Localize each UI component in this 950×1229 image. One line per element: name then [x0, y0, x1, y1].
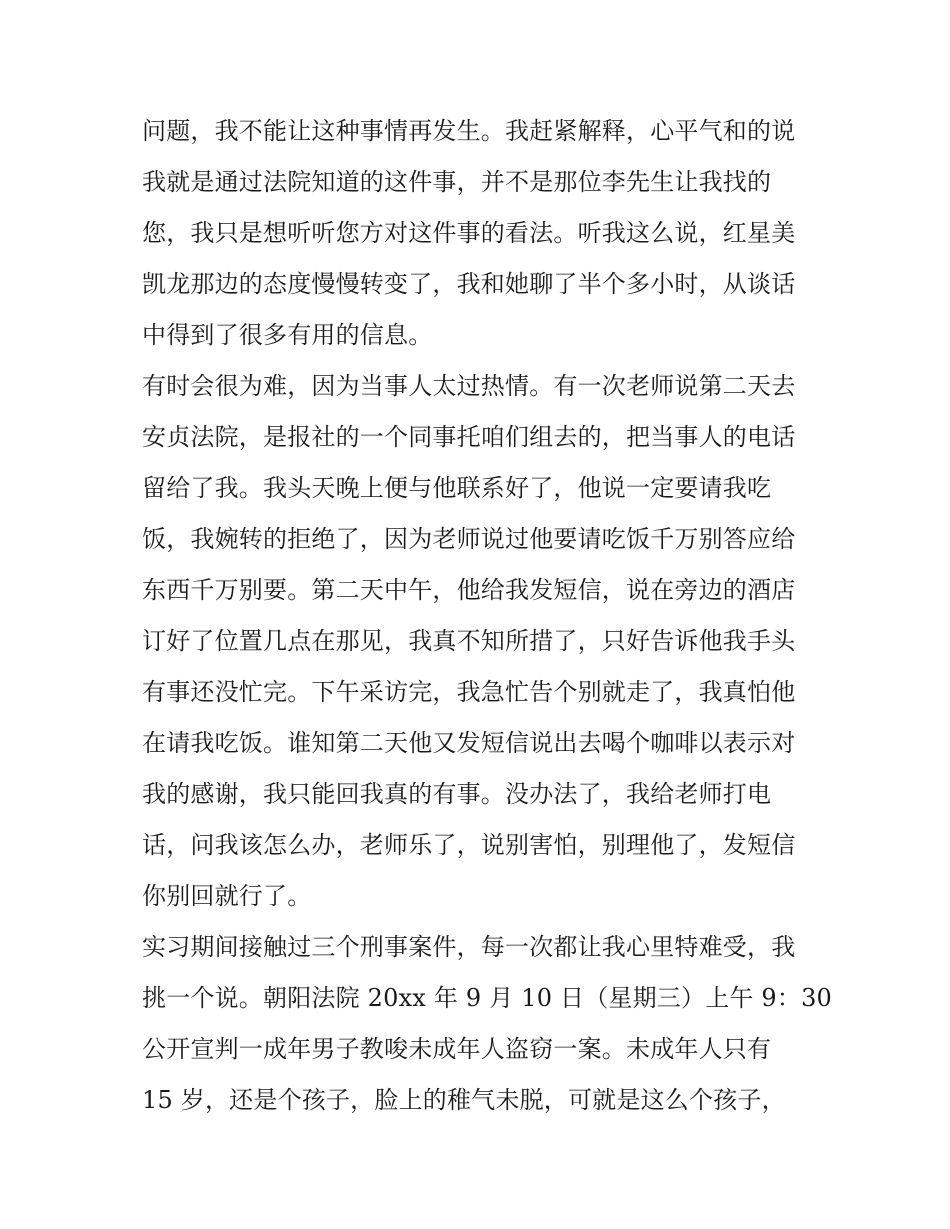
- text-line: 话，问我该怎么办，老师乐了，说别害怕，别理他了，发短信: [142, 831, 796, 859]
- text-line: 问题，我不能让这种事情再发生。我赶紧解释，心平气和的说: [142, 117, 796, 145]
- text-line: 你别回就行了。: [142, 882, 312, 910]
- text-line: 您，我只是想听听您方对这件事的看法。听我这么说，红星美: [142, 219, 796, 247]
- text-line: 挑一个说。朝阳法院 20xx 年 9 月 10 日（星期三）上午 9：30: [142, 984, 833, 1012]
- document-body: [142, 106, 842, 1126]
- text-line: 安贞法院，是报社的一个同事托咱们组去的，把当事人的电话: [142, 423, 796, 451]
- text-line: 公开宣判一成年男子教唆未成年人盗窃一案。未成年人只有: [142, 1035, 772, 1063]
- text-line: 凯龙那边的态度慢慢转变了，我和她聊了半个多小时，从谈话: [142, 270, 796, 298]
- text-line: 在请我吃饭。谁知第二天他又发短信说出去喝个咖啡以表示对: [142, 729, 796, 757]
- text-line: 订好了位置几点在那见，我真不知所措了，只好告诉他我手头: [142, 627, 796, 655]
- text-line: 留给了我。我头天晚上便与他联系好了，他说一定要请我吃: [142, 474, 772, 502]
- text-line: 中得到了很多有用的信息。: [142, 321, 433, 349]
- text-line: 实习期间接触过三个刑事案件，每一次都让我心里特难受，我: [142, 933, 796, 961]
- text-line: 15 岁，还是个孩子，脸上的稚气未脱，可就是这么个孩子，: [142, 1086, 786, 1114]
- text-line: 有时会很为难，因为当事人太过热情。有一次老师说第二天去: [142, 372, 796, 400]
- text-line: 我的感谢，我只能回我真的有事。没办法了，我给老师打电: [142, 780, 772, 808]
- text-line: 我就是通过法院知道的这件事，并不是那位李先生让我找的: [142, 168, 772, 196]
- text-line: 饭，我婉转的拒绝了，因为老师说过他要请吃饭千万别答应给: [142, 525, 796, 553]
- text-line: 有事还没忙完。下午采访完，我急忙告个别就走了，我真怕他: [142, 678, 796, 706]
- text-line: 东西千万别要。第二天中午，他给我发短信，说在旁边的酒店: [142, 576, 796, 604]
